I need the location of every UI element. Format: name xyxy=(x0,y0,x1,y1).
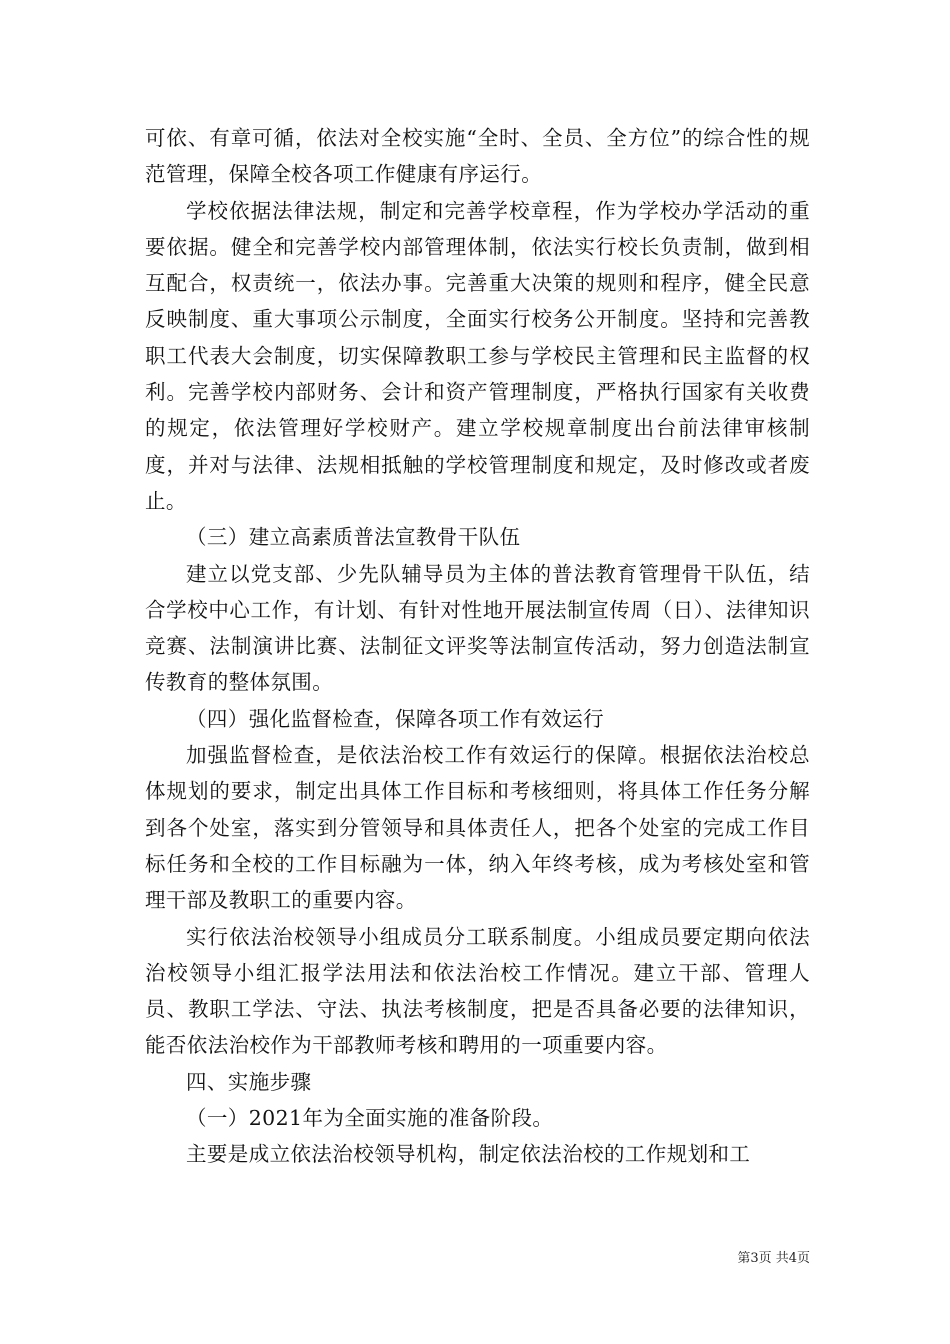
paragraph-legal-team: 建立以党支部、少先队辅导员为主体的普法教育管理骨干队伍，结合学校中心工作，有计划、有针对性地开展法制宣传周（日）、法律知识竞赛、法制演讲比赛、法制征文评奖等法制宣传活动，努力创造法制宣传教育的整体氛围。 xyxy=(145,561,810,695)
step-heading-1: （一）2021年为全面实施的准备阶段。 xyxy=(186,1106,554,1131)
paragraph-school-charter: 学校依据法律法规，制定和完善学校章程，作为学校办学活动的重要依据。健全和完善学校内部管理体制，依法实行校长负责制，做到相互配合，权责统一，依法办事。完善重大决策的规则和程序，健全民意反映制度、重大事项公示制度，全面实行校务公开制度。坚持和完善教职工代表大会制度，切实保障教职工参与学校民主管理和民主监督的权利。完善学校内部财务、会计和资产管理制度，严格执行国家有关收费的规定，依法管理好学校财产。建立学校规章制度出台前法律审核制度，并对与法律、法规相抵触的学校管理制度和规定，及时修改或者废止。 xyxy=(145,198,810,513)
chapter-heading-implementation: 四、实施步骤 xyxy=(186,1069,312,1094)
paragraph-leadership-liaison: 实行依法治校领导小组成员分工联系制度。小组成员要定期向依法治校领导小组汇报学法用法和依法治校工作情况。建立干部、管理人员、教职工学法、守法、执法考核制度，把是否具备必要的法律知识，能否依法治校作为干部教师考核和聘用的一项重要内容。 xyxy=(145,924,810,1058)
document-body xyxy=(145,120,810,1173)
paragraph-supervision: 加强监督检查，是依法治校工作有效运行的保障。根据依法治校总体规划的要求，制定出具体工作目标和考核细则，将具体工作任务分解到各个处室，落实到分管领导和具体责任人，把各个处室的完成工作目标任务和全校的工作目标融为一体，纳入年终考核，成为考核处室和管理干部及教职工的重要内容。 xyxy=(145,743,810,913)
section-heading-4: （四）强化监督检查，保障各项工作有效运行 xyxy=(186,706,604,731)
page-number-footer: 第3页 共4页 xyxy=(737,1251,810,1266)
paragraph-step-1: 主要是成立依法治校领导机构，制定依法治校的工作规划和工 xyxy=(186,1142,751,1167)
paragraph-continued: 可依、有章可循，依法对全校实施“全时、全员、全方位”的综合性的规范管理，保障全校各项工作健康有序运行。 xyxy=(145,126,810,187)
section-heading-3: （三）建立高素质普法宣教骨干队伍 xyxy=(186,525,521,550)
